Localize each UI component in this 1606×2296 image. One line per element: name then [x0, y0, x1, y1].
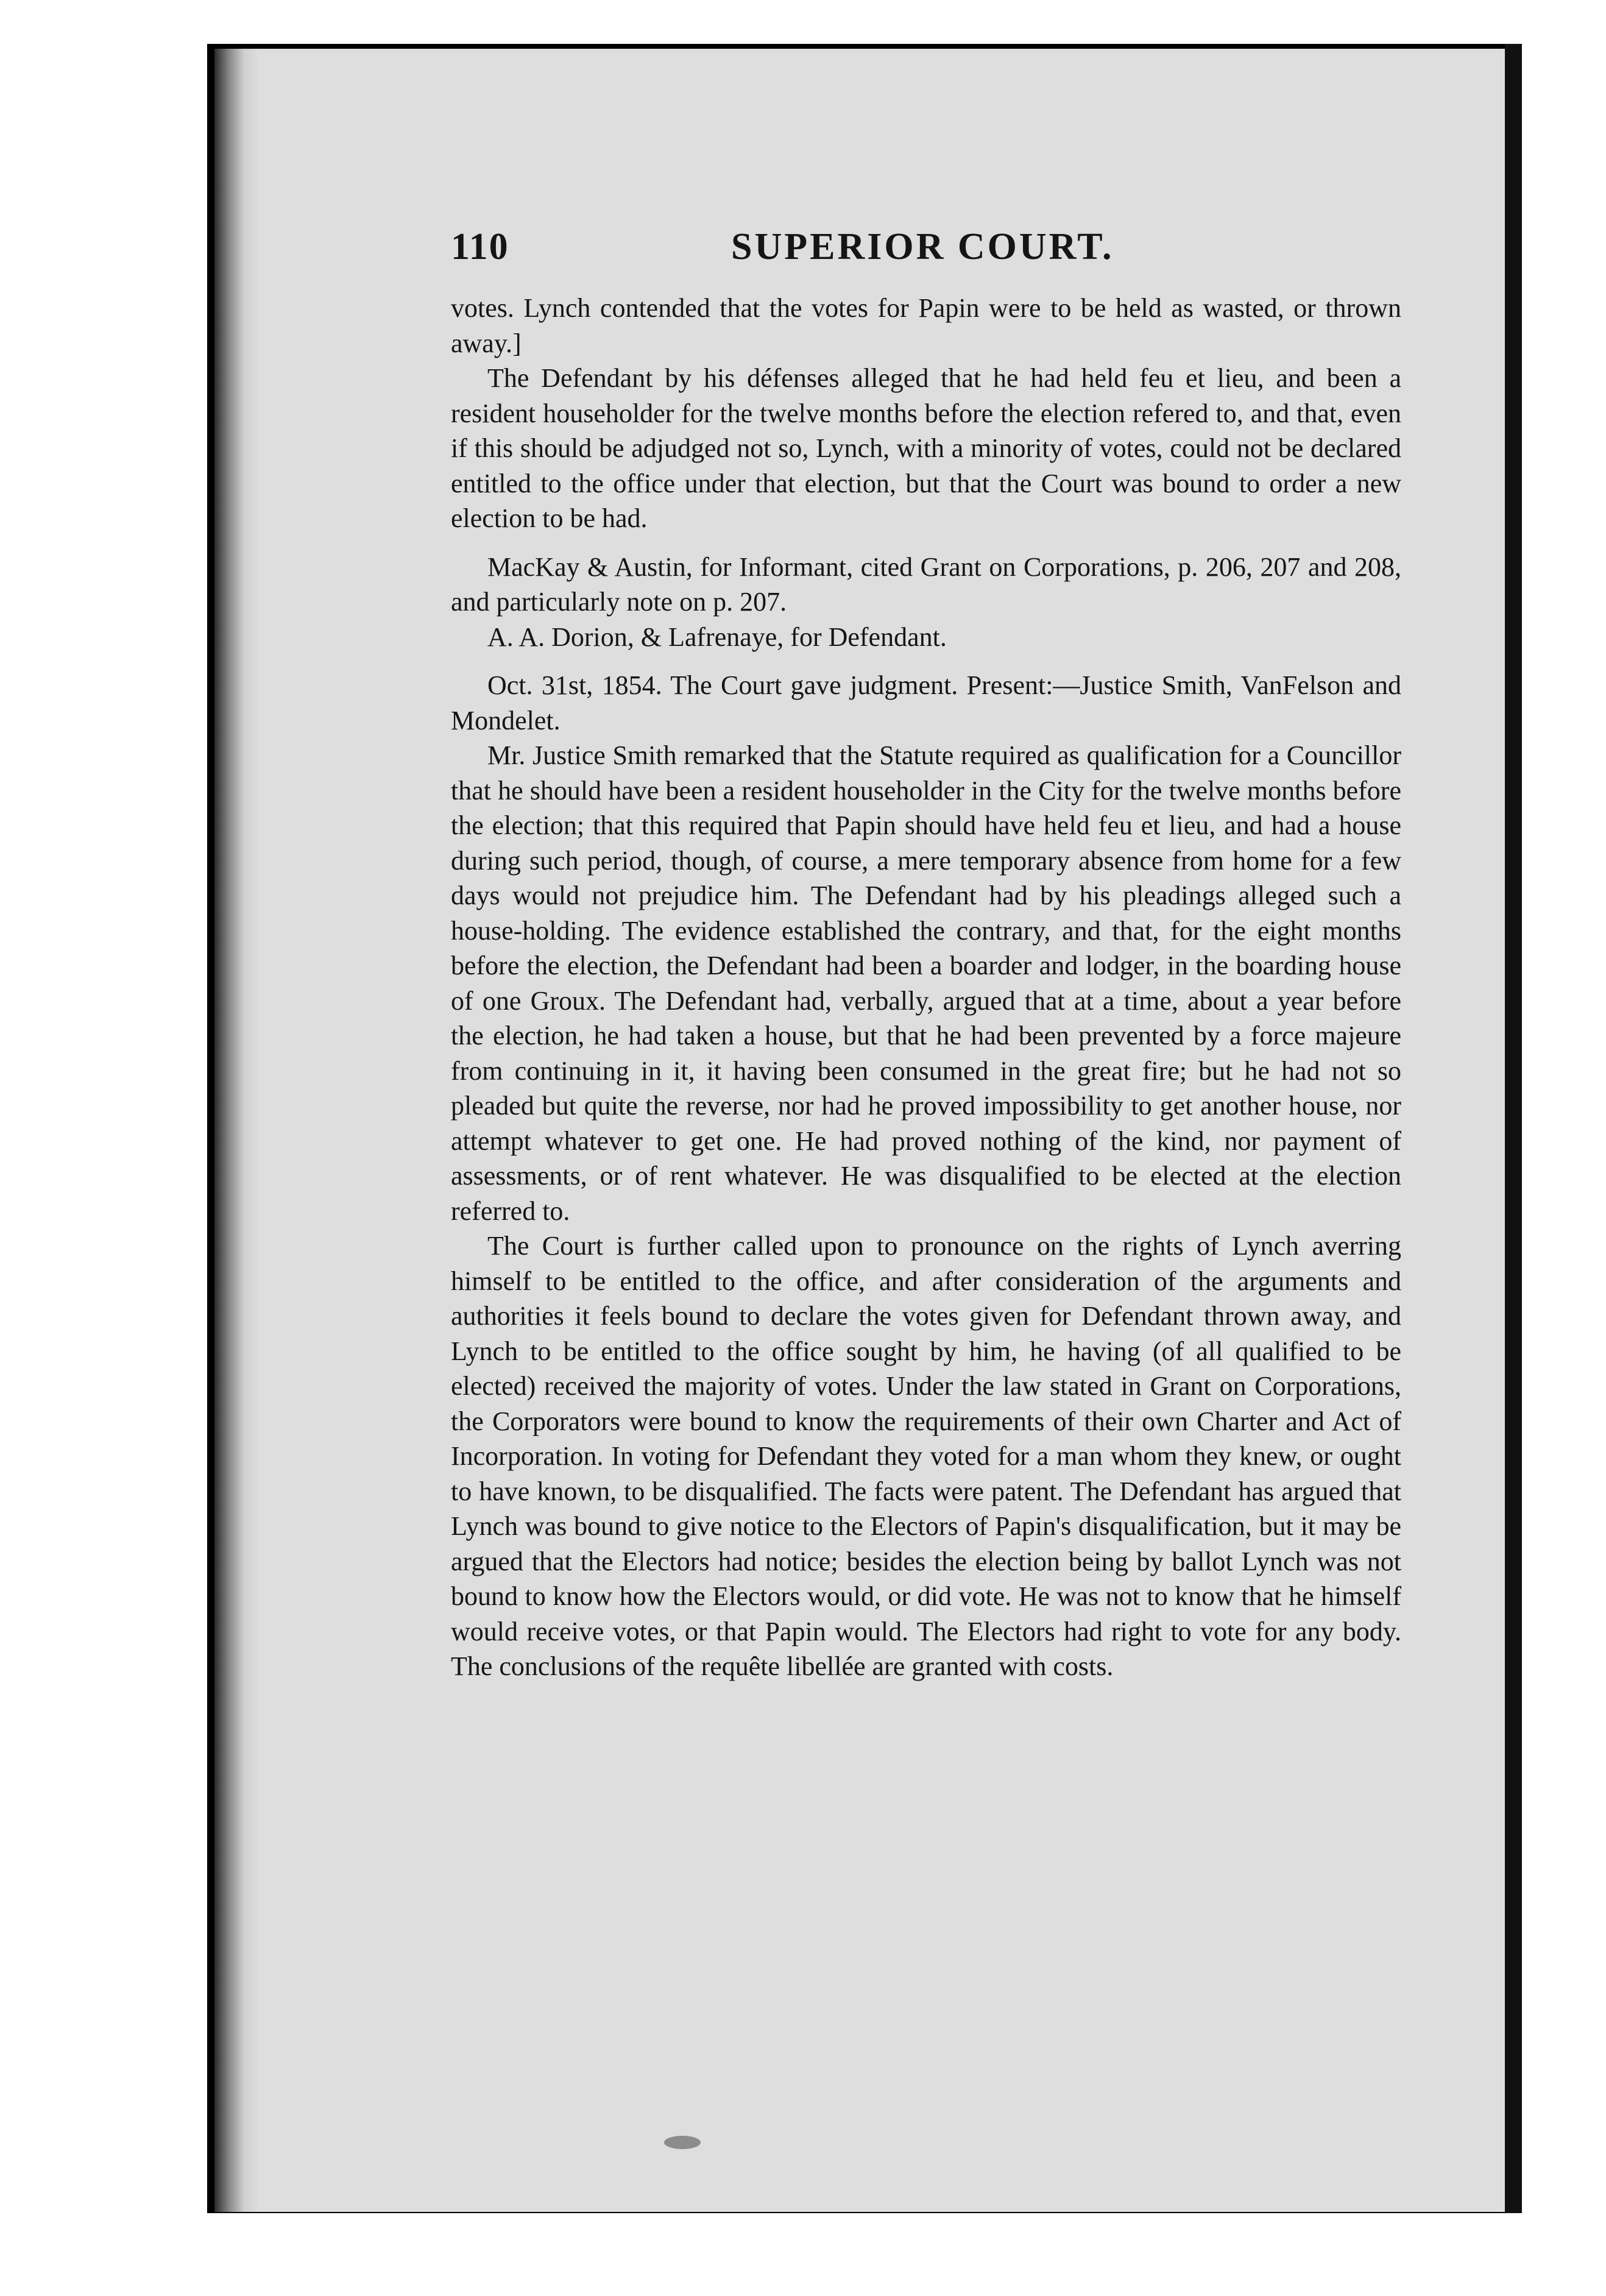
paragraph-defendant-counsel: A. A. Dorion, & Lafrenaye, for Defendant.: [487, 622, 947, 652]
paragraph-defenses: The Defendant by his défenses alleged that he had held feu et lieu, and been a resident householder for the twelve months before the election refered to, and that, even if this should be adjudged not so, Lynch, with a minority of votes, could not be declared entitled to the office under that election, but that the Court was bound to order a new election to be had.: [451, 363, 1401, 533]
paragraph-informant-counsel: MacKay & Austin, for Informant, cited Grant on Corporations, p. 206, 207 and 208, and particularly note on p. 207.: [451, 551, 1401, 617]
document-page: [451, 225, 1401, 1684]
page-right-edge: [1505, 44, 1522, 2213]
running-head: SUPERIOR COURT.: [731, 226, 1114, 268]
paragraph-votes: votes. Lynch contended that the votes for Papin were to be held as wasted, or thrown away.]: [451, 293, 1401, 358]
page-header: [451, 225, 1401, 269]
page-number: 110: [451, 226, 509, 268]
paragraph-court-conclusion: The Court is further called upon to pronounce on the rights of Lynch averring himself to be entitled to the office, and after consideration of the arguments and authorities it feels bound to declare the votes given for Defendant thrown away, and Lynch to be entitled to the office sought by him, he having (of all qualified to be elected) received the majority of votes. Under the law stated in Grant on Corporations, the Corporators were bound to know the requirements of their own Charter and Act of Incorporation. In voting for Defendant they voted for a man whom they knew, or ought to have known, to be disqualified. The facts were patent. The Defendant has argued that Lynch was bound to give notice to the Electors of Papin's disqualification, but it may be argued that the Electors had notice; besides the election being by ballot Lynch was not bound to know how the Electors would, or did vote. He was not to know that he himself would receive votes, or that Papin would. The Electors had right to vote for any body. The conclusions of the requête libellée are granted with costs.: [451, 1231, 1401, 1681]
paragraph-justice-smith: Mr. Justice Smith remarked that the Statute required as qualification for a Councillor that he should have been a resident householder in the City for the twelve months before the election; that this required that Papin should have held feu et lieu, and had a house during such period, though, of course, a mere temporary absence from home for a few days would not prejudice him. The Defendant had by his pleadings alleged such a house-holding. The evidence established the contrary, and that, for the eight months before the election, the Defendant had been a boarder and lodger, in the boarding house of one Groux. The Defendant had, verbally, argued that at a time, about a year before the election, he had taken a house, but that he had been prevented by a force majeure from continuing in it, it having been consumed in the great fire; but he had not so pleaded but quite the reverse, nor had he proved impossibility to get another house, nor attempt whatever to get one. He had proved nothing of the kind, nor payment of assessments, or of rent whatever. He was disqualified to be elected at the election referred to.: [451, 740, 1401, 1226]
paragraph-judgment-date: Oct. 31st, 1854. The Court gave judgment. Present:—Justice Smith, VanFelson and Mondelet.: [451, 670, 1401, 735]
ink-smudge: [664, 2136, 701, 2149]
page-binding-shadow: [214, 49, 257, 2212]
